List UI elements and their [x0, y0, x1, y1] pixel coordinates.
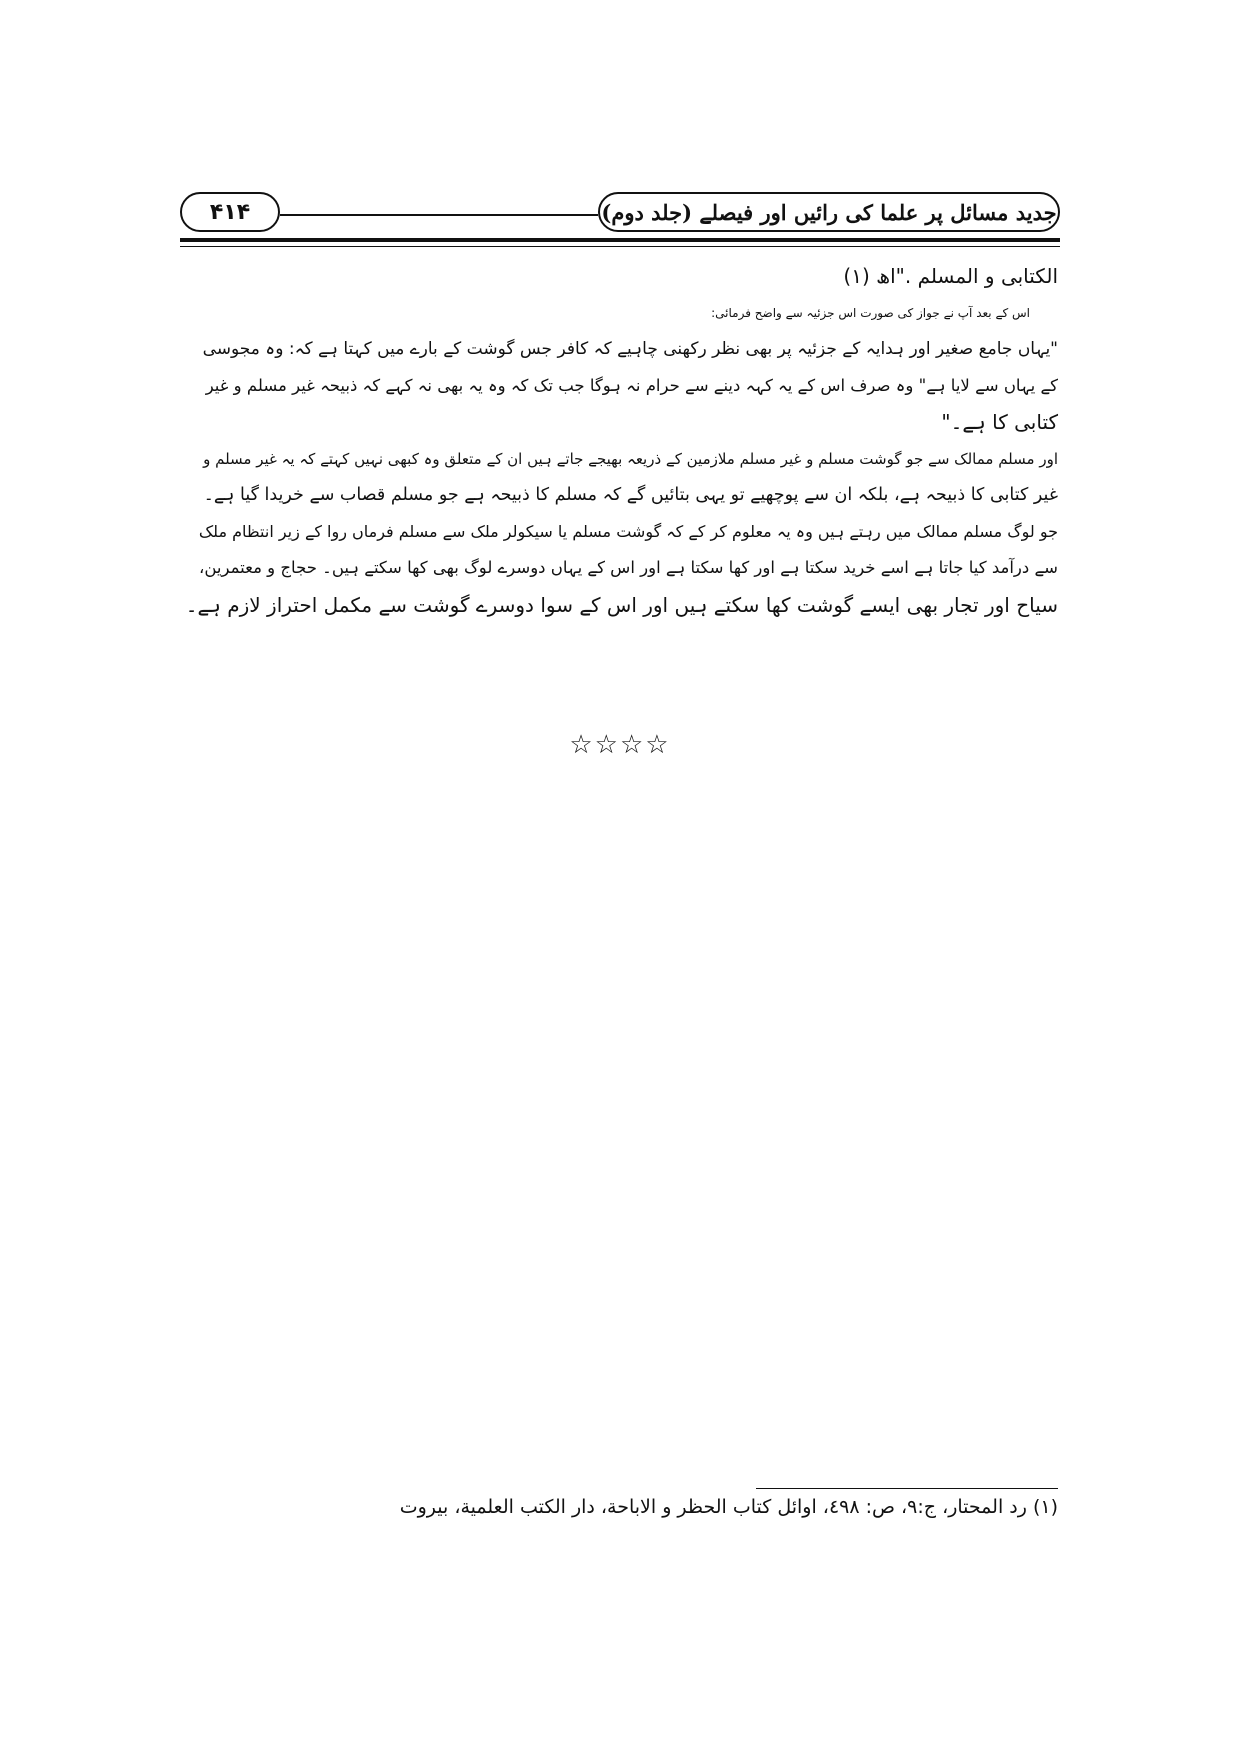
body-line: غیر کتابی کا ذبیحہ ہے، بلکہ ان سے پوچھیے تو یہی بتائیں گے کہ مسلم کا ذبیحہ ہے جو مسلم قصاب سے خریدا گیا ہے۔ — [203, 485, 1058, 505]
body-line: اور مسلم ممالک سے جو گوشت مسلم و غیر مسلم ملازمین کے ذریعہ بھیجے جاتے ہیں ان کے متعلق وہ کبھی نہیں کہتے کہ یہ غیر مسلم و — [203, 449, 1058, 468]
body-line: الکتابی و المسلم ."اھ (۱) — [843, 264, 1058, 288]
header-connector-line — [280, 214, 598, 216]
page-header — [180, 192, 1060, 238]
header-rule-thin — [180, 246, 1060, 247]
body-line: جو لوگ مسلم ممالک میں رہتے ہیں وہ یہ معلوم کر کے کہ گوشت مسلم یا سیکولر ملک سے مسلم فرماں روا کے زیر انتظام ملک — [198, 521, 1058, 541]
footnote: (۱) رد المحتار، ج:۹، ص: ٤٩٨، اوائل کتاب الحظر و الاباحة، دار الکتب العلمية، بیروت — [399, 1496, 1058, 1518]
section-separator: ☆☆☆☆ — [569, 730, 671, 760]
page-number: ۴۱۴ — [180, 192, 280, 232]
running-title: جدید مسائل پر علما کی رائیں اور فیصلے (جلد دوم) — [598, 192, 1060, 232]
body-line: "یہاں جامع صغیر اور ہدایہ کے جزئیہ پر بھی نظر رکھنی چاہیے کہ کافر جس گوشت کے بارے میں کہتا ہے کہ: وہ مجوسی — [202, 339, 1058, 359]
body-line: کے یہاں سے لایا ہے" وہ صرف اس کے یہ کہہ دینے سے حرام نہ ہوگا جب تک کہ وہ یہ بھی نہ کہے کہ ذبیحہ غیر مسلم و غیر — [205, 375, 1058, 395]
header-rule-thick — [180, 238, 1060, 242]
body-text — [182, 258, 1058, 623]
body-line: سیاح اور تجار بھی ایسے گوشت کھا سکتے ہیں اور اس کے سوا دوسرے گوشت سے مکمل احتراز لازم ہے۔ — [185, 592, 1058, 617]
body-line: سے درآمد کیا جاتا ہے اسے خرید سکتا ہے اور کھا سکتا ہے اور اس کے یہاں دوسرے لوگ بھی کھا سکتے ہیں۔ حجاج و معتمرین، — [199, 558, 1058, 577]
body-line: کتابی کا ہے۔" — [941, 410, 1058, 434]
body-line: اس کے بعد آپ نے جواز کی صورت اس جزئیہ سے واضح فرمائی: — [711, 305, 1030, 320]
footnote-rule — [756, 1488, 1058, 1489]
